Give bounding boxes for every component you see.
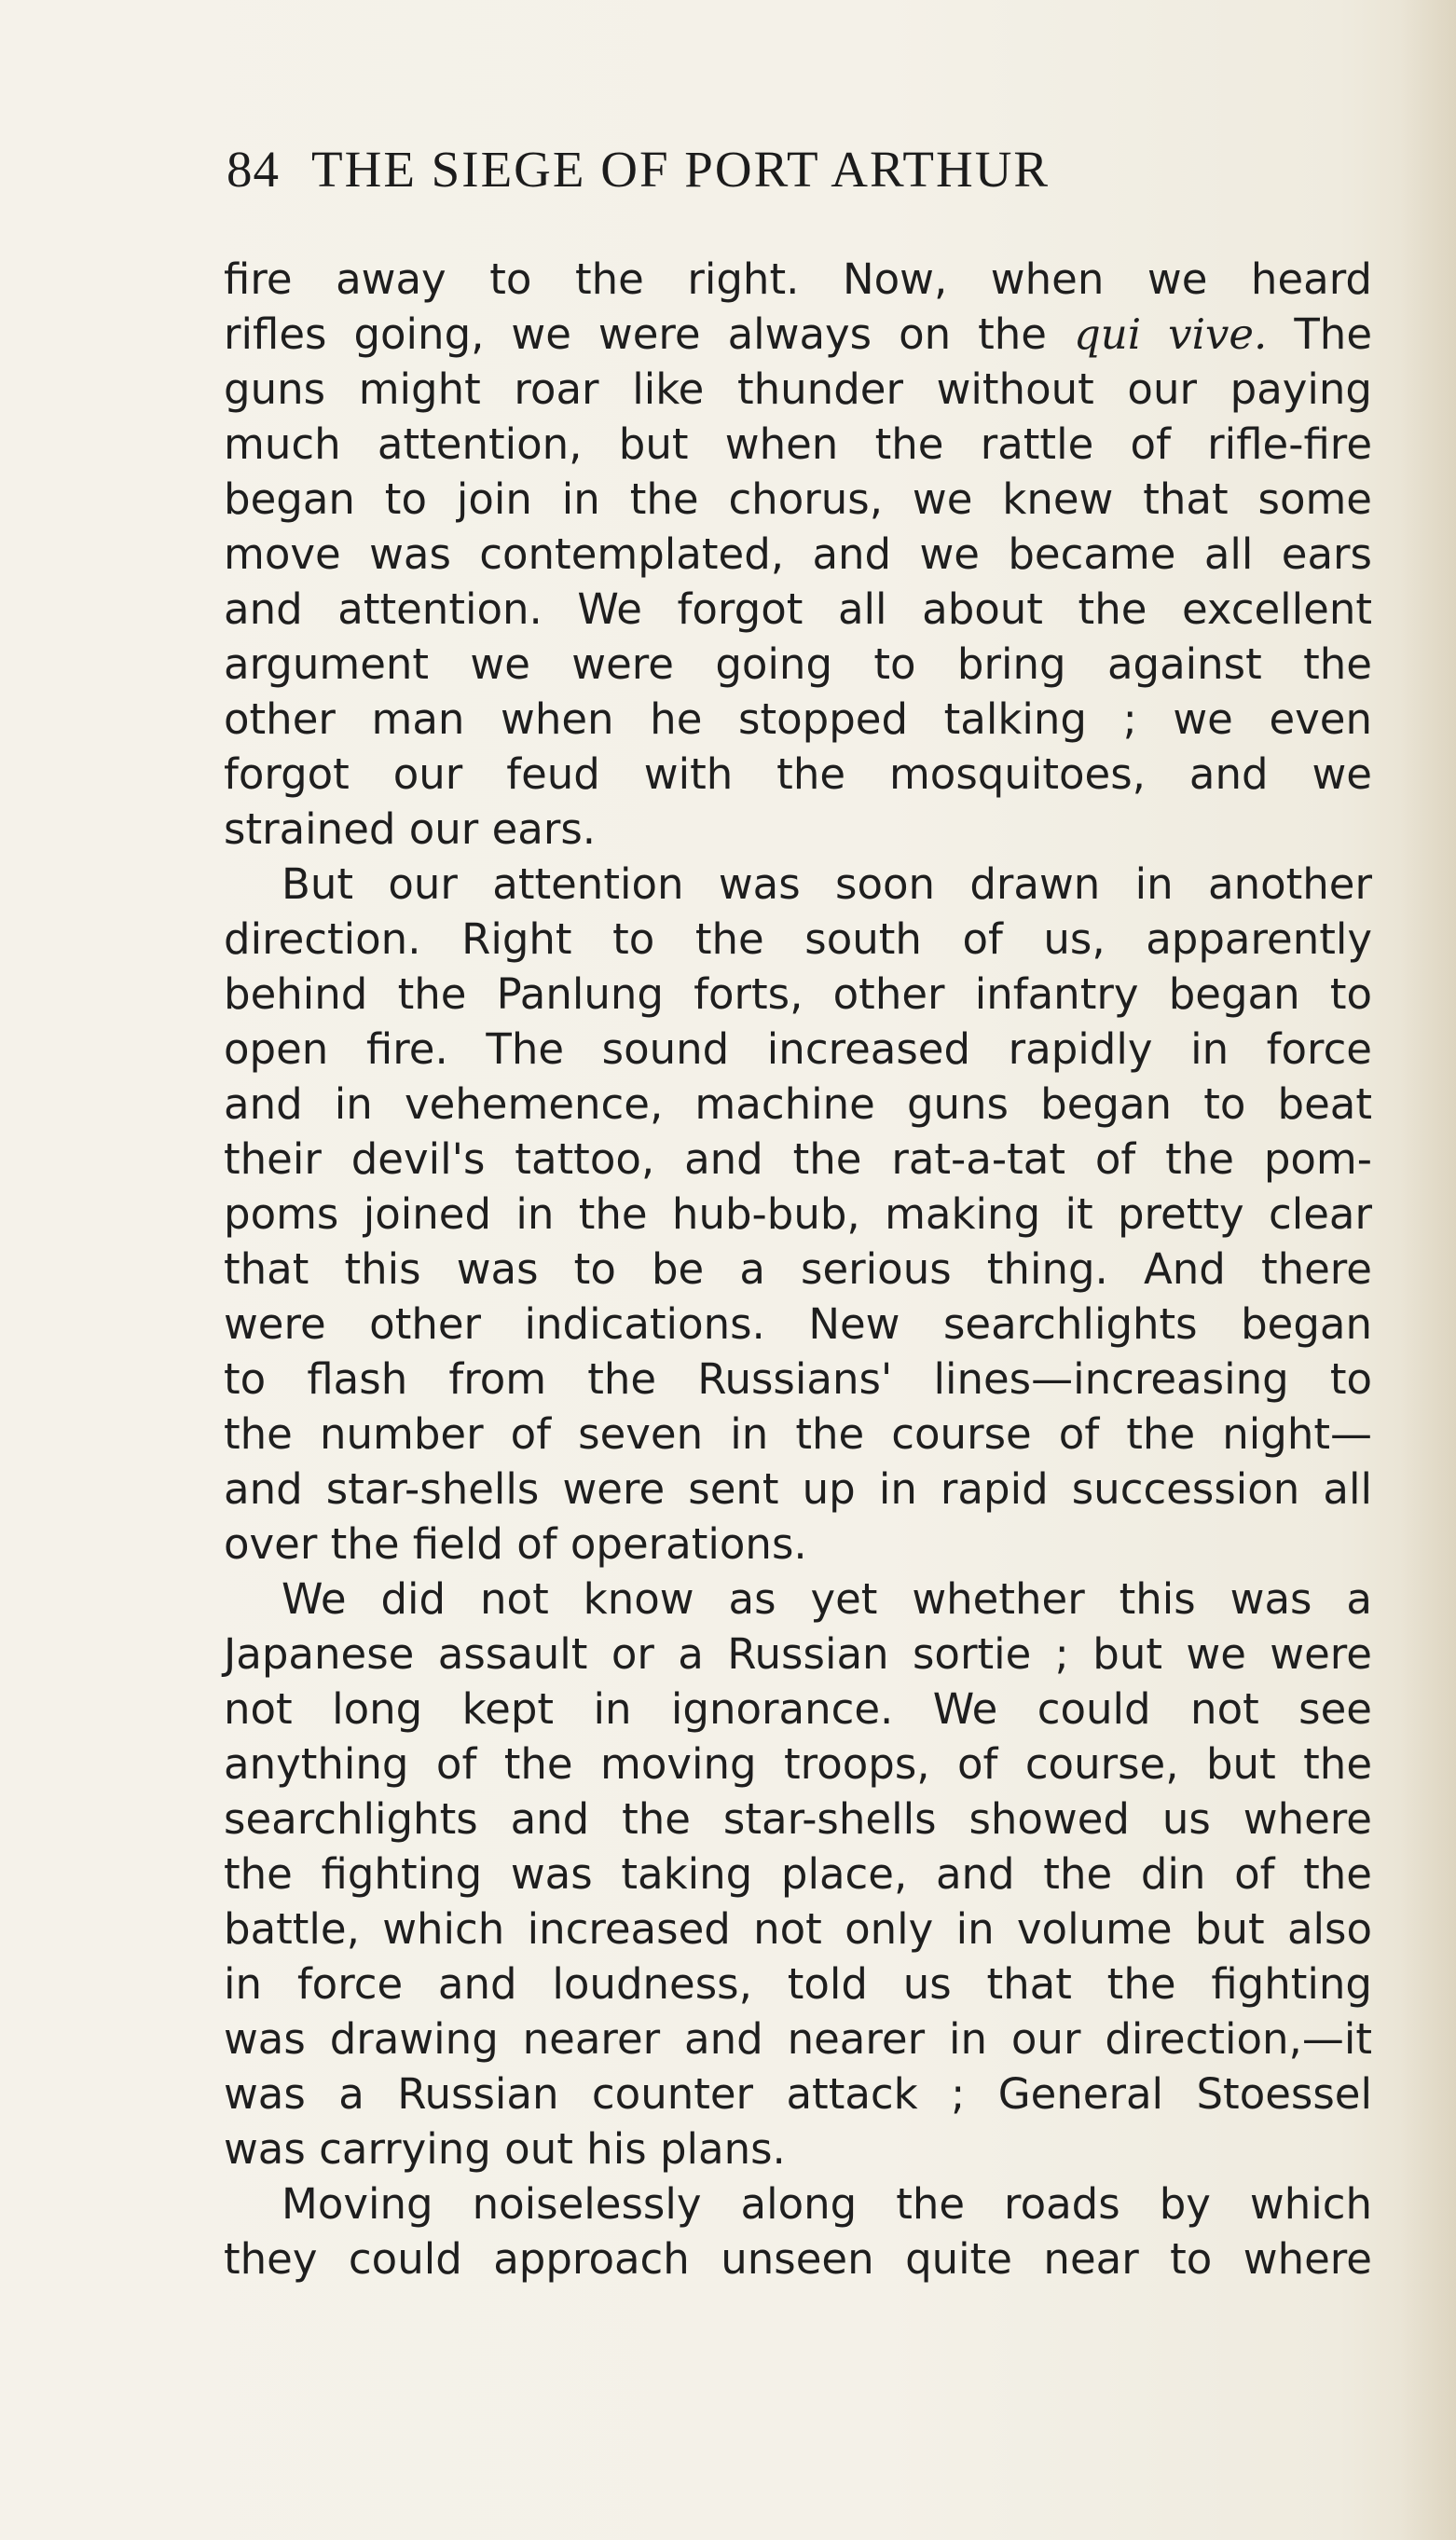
text-line: We did not know as yet whether this was a xyxy=(282,1574,1372,1624)
text-line: searchlights and the star-shells showed us where xyxy=(224,1794,1372,1844)
text-line: that this was to be a serious thing. And there xyxy=(224,1244,1372,1294)
text-line: open fire. The sound increased rapidly in force xyxy=(224,1024,1372,1074)
paragraph-4 xyxy=(224,2176,1372,2286)
text-line: guns might roar like thunder without our paying xyxy=(224,364,1372,414)
text-line: fire away to the right. Now, when we heard xyxy=(224,254,1372,304)
text-line: over the field of operations. xyxy=(224,1519,807,1569)
text-line: But our attention was soon drawn in another xyxy=(282,859,1372,909)
text-line: direction. Right to the south of us, apparently xyxy=(224,914,1372,964)
text-line: in force and loudness, told us that the fighting xyxy=(224,1959,1372,2009)
text-line: the fighting was taking place, and the din of the xyxy=(224,1849,1372,1899)
text-line: and star-shells were sent up in rapid succession all xyxy=(224,1464,1372,1514)
text-line xyxy=(224,307,1372,362)
text-line: and attention. We forgot all about the excellent xyxy=(224,584,1372,634)
text-line: strained our ears. xyxy=(224,804,597,854)
text-line: to flash from the Russians' lines—increasing to xyxy=(224,1354,1372,1404)
text-line: their devil's tattoo, and the rat-a-tat of the pom- xyxy=(224,1134,1372,1184)
text-line: much attention, but when the rattle of rifle-fire xyxy=(224,419,1372,469)
text-line: battle, which increased not only in volume but also xyxy=(224,1904,1372,1954)
paragraph-1 xyxy=(224,252,1372,857)
text-line: move was contemplated, and we became all ears xyxy=(224,529,1372,579)
text-line: the number of seven in the course of the night— xyxy=(224,1409,1372,1459)
text-line: was a Russian counter attack ; General Stoessel xyxy=(224,2069,1372,2119)
text-line: forgot our feud with the mosquitoes, and we xyxy=(224,749,1372,799)
body-text xyxy=(224,252,1372,2286)
text-run: The xyxy=(1267,309,1373,359)
running-head xyxy=(227,132,1373,207)
text-line: they could approach unseen quite near to where xyxy=(224,2234,1372,2284)
paragraph-2 xyxy=(224,857,1372,1572)
text-line: began to join in the chorus, we knew that some xyxy=(224,474,1372,524)
text-run: rifles going, we were always on the xyxy=(224,309,1074,359)
text-line: argument we were going to bring against the xyxy=(224,639,1372,689)
paragraph-3 xyxy=(224,1572,1372,2176)
text-line: and in vehemence, machine guns began to beat xyxy=(224,1079,1372,1129)
italic-phrase: qui vive. xyxy=(1073,309,1268,359)
text-line: Moving noiselessly along the roads by which xyxy=(282,2179,1372,2229)
text-line: Japanese assault or a Russian sortie ; but we were xyxy=(224,1629,1372,1679)
text-line: poms joined in the hub-bub, making it pretty clear xyxy=(224,1189,1372,1239)
text-line: was carrying out his plans. xyxy=(224,2124,786,2174)
text-line: anything of the moving troops, of course, but the xyxy=(224,1739,1372,1789)
text-line: were other indications. New searchlights began xyxy=(224,1299,1372,1349)
text-line: was drawing nearer and nearer in our direction,—it xyxy=(224,2014,1372,2064)
page-edge-shadow xyxy=(1400,0,1456,2540)
text-line: not long kept in ignorance. We could not see xyxy=(224,1684,1372,1734)
text-line: other man when he stopped talking ; we even xyxy=(224,694,1372,744)
running-title: THE SIEGE OF PORT ARTHUR xyxy=(311,141,1051,198)
text-line: behind the Panlung forts, other infantry began to xyxy=(224,969,1372,1019)
page-number: 84 xyxy=(227,141,280,198)
